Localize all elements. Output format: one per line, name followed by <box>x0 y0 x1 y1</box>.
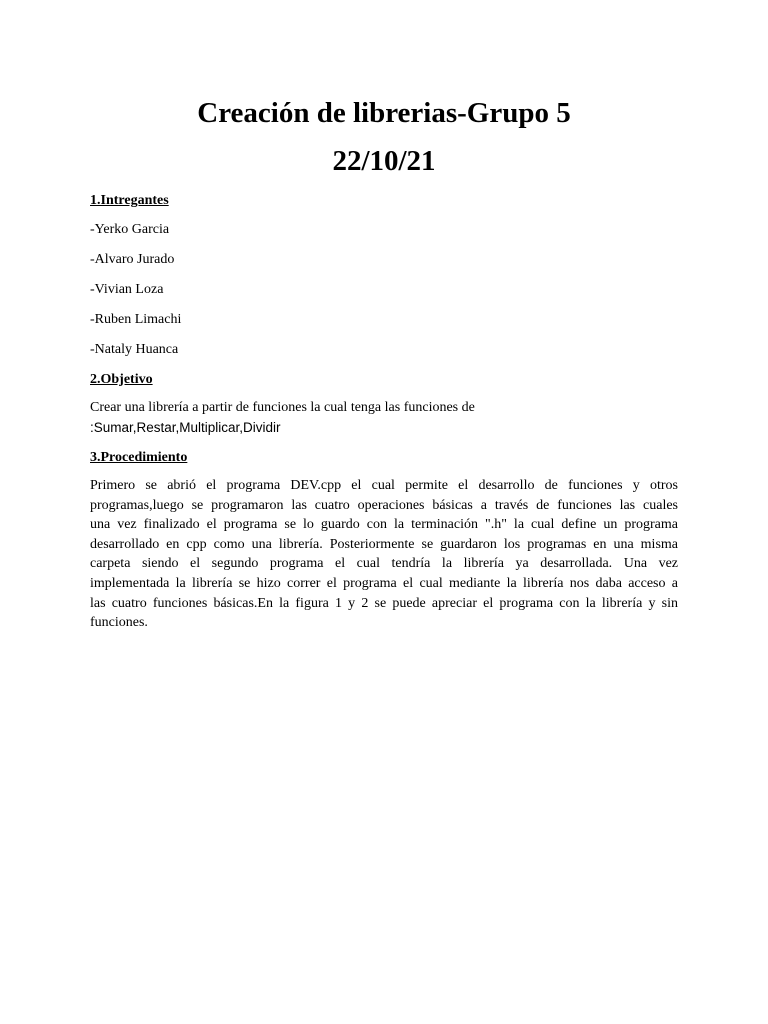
procedimiento-line: una vez finalizado el programa se lo guardo con la terminación ".h" la cual define un programa <box>90 517 678 533</box>
objetivo-line: :Sumar,Restar,Multiplicar,Dividir <box>90 419 281 435</box>
section-heading-objetivo: 2.Objetivo <box>90 372 153 387</box>
member-item: -Yerko Garcia <box>90 222 170 237</box>
objetivo-paragraph <box>90 398 678 437</box>
procedimiento-line: implementada la librería se hizo correr el programa el cual mediante la librería nos daba acceso a <box>90 575 678 591</box>
procedimiento-line: carpeta siendo el segundo programa el cual tendría la librería ya desarrollada. Una vez <box>90 556 678 572</box>
section-heading-integrantes: 1.Intregantes <box>90 193 169 208</box>
member-item: -Vivian Loza <box>90 282 164 297</box>
procedimiento-line: Primero se abrió el programa DEV.cpp el cual permite el desarrollo de funciones y otros <box>90 478 678 493</box>
member-item: -Nataly Huanca <box>90 342 179 357</box>
procedimiento-line: funciones. <box>90 615 148 631</box>
procedimiento-line: desarrollado en cpp como una librería. Posteriormente se guardaron los programas en una misma <box>90 536 678 552</box>
procedimiento-line: programas,luego se programaron las cuatro operaciones básicas a través de funciones las cuales <box>90 497 678 513</box>
document-title: Creación de librerias-Grupo 5 <box>197 97 571 129</box>
section-heading-procedimiento: 3.Procedimiento <box>90 450 188 465</box>
procedimiento-line: las cuatro funciones básicas.En la figura 1 y 2 se puede apreciar el programa con la librería y sin <box>90 595 678 611</box>
member-item: -Ruben Limachi <box>90 312 182 327</box>
document-date: 22/10/21 <box>332 145 436 177</box>
member-item: -Alvaro Jurado <box>90 252 175 267</box>
objetivo-line: Crear una librería a partir de funciones la cual tenga las funciones de <box>90 400 475 415</box>
procedimiento-paragraph <box>90 476 678 633</box>
